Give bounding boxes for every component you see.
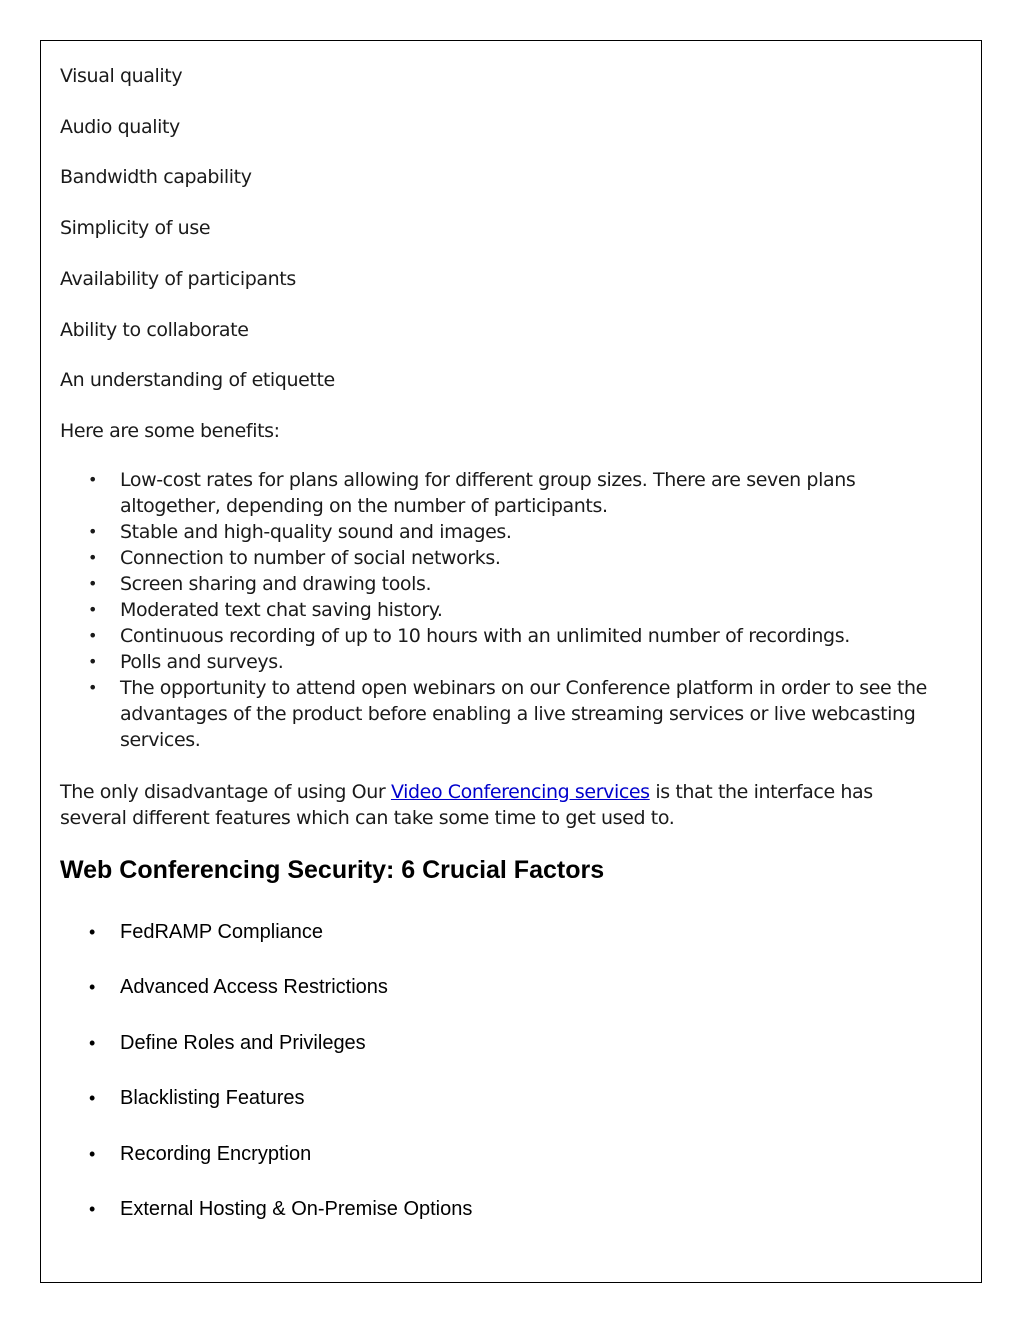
benefit-item: • Low-cost rates for plans allowing for different group sizes. There are seven plans altogether, depending on the number of participants. [60, 467, 950, 519]
security-factor-item: • Advanced Access Restrictions [60, 973, 940, 1028]
benefit-item: • Connection to number of social networks. [60, 545, 950, 571]
quality-item: Ability to collaborate [60, 319, 249, 341]
disadvantage-text-start: The only disadvantage of using Our [60, 781, 391, 803]
quality-item: Visual quality [60, 65, 183, 87]
disadvantage-text-end: is that the interface has several different features which can take some time to get used to. [60, 781, 873, 829]
security-factor-item: • Define Roles and Privileges [60, 1029, 940, 1084]
quality-item: An understanding of etiquette [60, 369, 335, 391]
benefit-item: • Continuous recording of up to 10 hours with an unlimited number of recordings. [60, 623, 950, 649]
security-factor-item: • External Hosting & On-Premise Options [60, 1195, 940, 1250]
disadvantage-paragraph [60, 779, 940, 831]
security-heading: Web Conferencing Security: 6 Crucial Factors [60, 856, 605, 884]
benefit-item: • Moderated text chat saving history. [60, 597, 950, 623]
benefits-intro: Here are some benefits: [60, 420, 280, 442]
benefit-item: • Stable and high-quality sound and images. [60, 519, 950, 545]
benefits-list [60, 467, 950, 753]
security-factor-item: • Blacklisting Features [60, 1084, 940, 1139]
quality-item: Availability of participants [60, 268, 296, 290]
document-page [40, 40, 982, 1283]
benefit-item: • Screen sharing and drawing tools. [60, 571, 950, 597]
quality-item: Audio quality [60, 116, 180, 138]
benefit-item: • Polls and surveys. [60, 649, 950, 675]
quality-item: Bandwidth capability [60, 166, 252, 188]
security-factor-item: • Recording Encryption [60, 1140, 940, 1195]
security-factor-item: • FedRAMP Compliance [60, 918, 940, 973]
video-conferencing-link[interactable]: Video Conferencing services [390, 781, 650, 803]
benefit-item: • The opportunity to attend open webinars on our Conference platform in order to see the advantages of the product before enabling a live streaming services or live webcasting services. [60, 675, 950, 753]
quality-item: Simplicity of use [60, 217, 211, 239]
security-factors-list [60, 918, 940, 1250]
